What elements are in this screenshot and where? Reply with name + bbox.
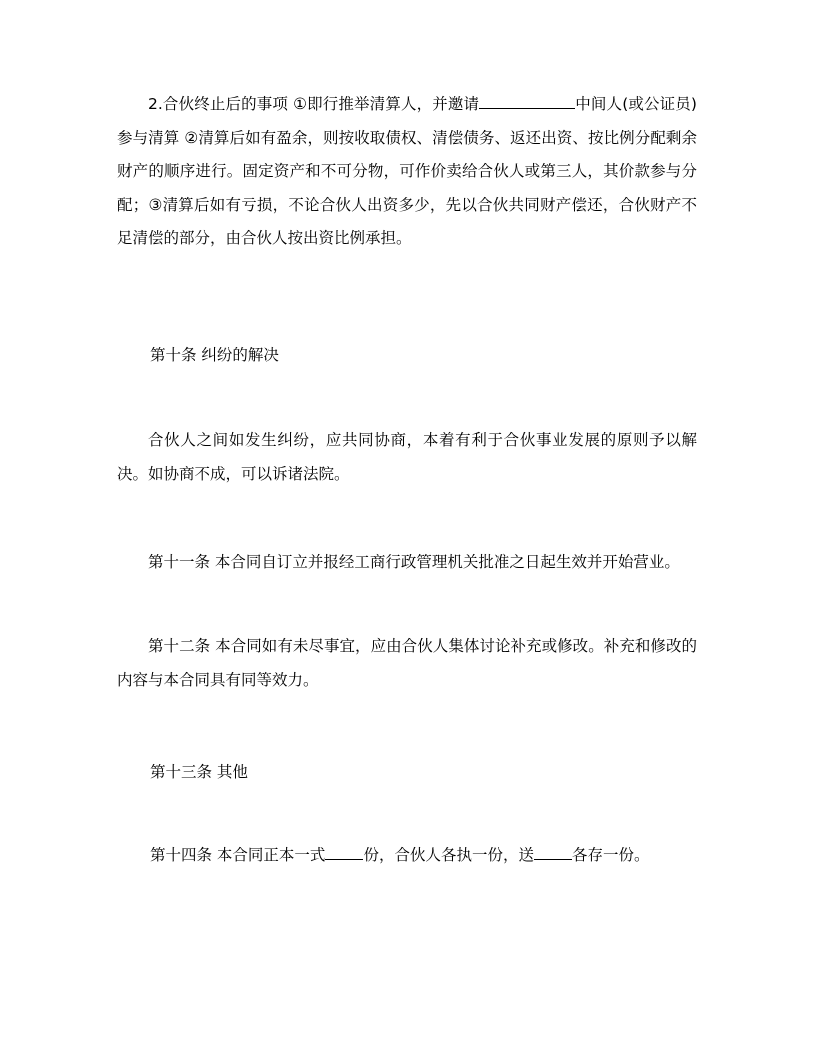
article10-body: 合伙人之间如发生纠纷，应共同协商，本着有利于合伙事业发展的原则予以解决。如协商不成，可以诉诸法院。: [117, 431, 697, 483]
item2-text-part2: 中间人(或公证员)参与清算 ②清算后如有盈余，则按收取债权、清偿债务、返还出资、按比例分配剩余财产的顺序进行。固定资产和不可分物，可作价卖给合伙人或第三人，其价款参与分配；③清算后如有亏损，不论合伙人出资多少，先以合伙共同财产偿还，合伙财产不足清偿的部分，由合伙人按出资比例承担。: [117, 95, 697, 247]
blank-intermediary[interactable]: [479, 94, 575, 109]
article14: [150, 845, 649, 865]
blank-copies[interactable]: [325, 845, 363, 860]
article10-title: 第十条 纠纷的解决: [150, 346, 279, 364]
article11: 第十一条 本合同自订立并报经工商行政管理机关批准之日起生效并开始营业。: [148, 553, 680, 571]
blank-recipient[interactable]: [534, 845, 572, 860]
item2-text-part1: 2.合伙终止后的事项 ①即行推举清算人，并邀请: [148, 95, 480, 113]
paragraph-item2: [117, 88, 697, 256]
article13: 第十三条 其他: [150, 763, 248, 781]
article14-text-part1: 第十四条 本合同正本一式: [150, 846, 326, 864]
article14-text-part2: 份，合伙人各执一份，送: [363, 846, 534, 864]
article12: 第十二条 本合同如有未尽事宜，应由合伙人集体讨论补充或修改。补充和修改的内容与本合同具有同等效力。: [117, 637, 697, 689]
article14-text-part3: 各存一份。: [571, 846, 650, 864]
